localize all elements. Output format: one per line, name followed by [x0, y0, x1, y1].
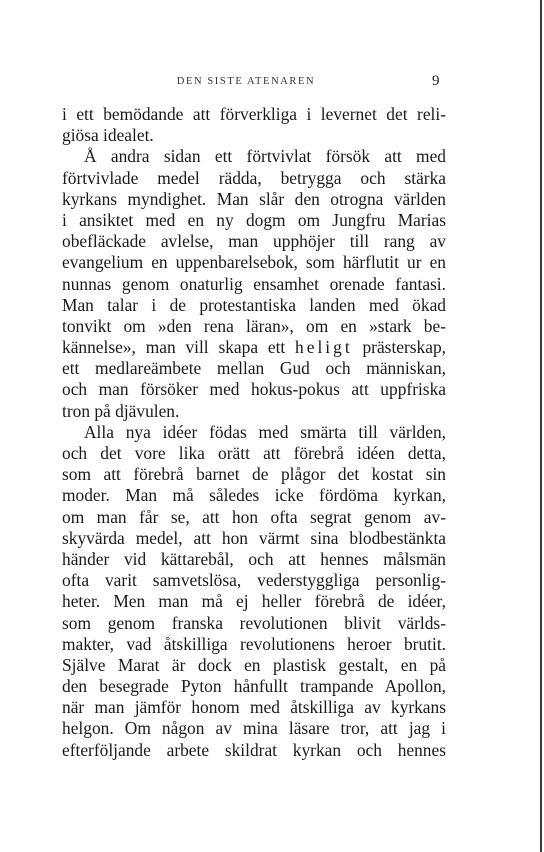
- text-line: tonvikt om »den rena läran», om en »stark be-: [62, 315, 446, 336]
- text-line: Man talar i de protestantiska landen med ökad: [62, 294, 446, 315]
- text-line: ett medlareämbete mellan Gud och människan,: [62, 358, 446, 379]
- text-line: och det vore lika orätt att förebrå idéen detta,: [62, 443, 446, 463]
- text-line: moder. Man må således icke fördöma kyrkan,: [62, 485, 446, 506]
- text-line: helgon. Om någon av mina läsare tror, att jag i: [62, 718, 446, 739]
- text-line: i ansiktet med en ny dogm om Jungfru Marias: [62, 209, 446, 230]
- text-line: om man får se, att hon ofta segrat genom av-: [62, 506, 446, 527]
- text-line: tron på djävulen.: [62, 400, 180, 421]
- text-line: Själve Marat är dock en plastisk gestalt, en på: [62, 654, 446, 675]
- text-line: när man jämför honom med åtskilliga av kyrkans: [62, 697, 446, 718]
- text-line: ofta varit samvetslösa, vederstyggliga personlig-: [62, 570, 446, 591]
- text-line: i ett bemödande att förverkliga i levernet det reli-: [62, 104, 446, 124]
- text-line: nunnas genom onaturlig ensamhet orenade fantasi.: [62, 273, 446, 294]
- text-segment: kännelse», man vill skapa ett: [62, 337, 296, 358]
- text-line: förtvivlade medel rädda, betrygga och stärka: [62, 167, 446, 188]
- page-edge-line: [540, 0, 542, 852]
- emphasized-word: heligt: [295, 337, 353, 358]
- page-number: 9: [432, 73, 440, 89]
- body-text: [62, 104, 446, 761]
- text-line: som att förebrå barnet de plågor det kostat sin: [62, 464, 446, 485]
- text-line: händer vid kättarebål, och att hennes målsmän: [62, 548, 446, 569]
- paragraph-start-line: Å andra sidan ett förtvivlat försök att med: [84, 146, 446, 167]
- text-line: som genom franska revolutionen blivit världs-: [62, 612, 446, 633]
- text-line: obefläckade avlelse, man upphöjer till rang av: [62, 231, 446, 252]
- page-header: [0, 73, 544, 90]
- text-line: makter, vad åtskilliga revolutionens heroer brutit.: [62, 633, 446, 654]
- text-line: den besegrade Pyton hånfullt trampande Apollon,: [62, 676, 446, 697]
- text-segment: prästerskap,: [352, 337, 447, 358]
- text-line: [62, 337, 446, 358]
- text-line: giösa idealet.: [62, 125, 154, 146]
- text-line: skyvärda medel, att hon värmt sina blodbestänkta: [62, 527, 446, 548]
- paragraph-start-line: Alla nya idéer födas med smärta till världen,: [84, 421, 446, 442]
- text-line: kyrkans myndighet. Man slår den otrogna världen: [62, 188, 446, 209]
- text-line: heter. Men man må ej heller förebrå de idéer,: [62, 591, 446, 612]
- text-line: och man försöker med hokus-pokus att uppfriska: [62, 379, 446, 400]
- text-line: efterföljande arbete skildrat kyrkan och hennes: [62, 739, 446, 760]
- text-line: evangelium en uppenbarelsebok, som härflutit ur en: [62, 252, 446, 273]
- running-title: DEN SISTE ATENAREN: [176, 76, 316, 87]
